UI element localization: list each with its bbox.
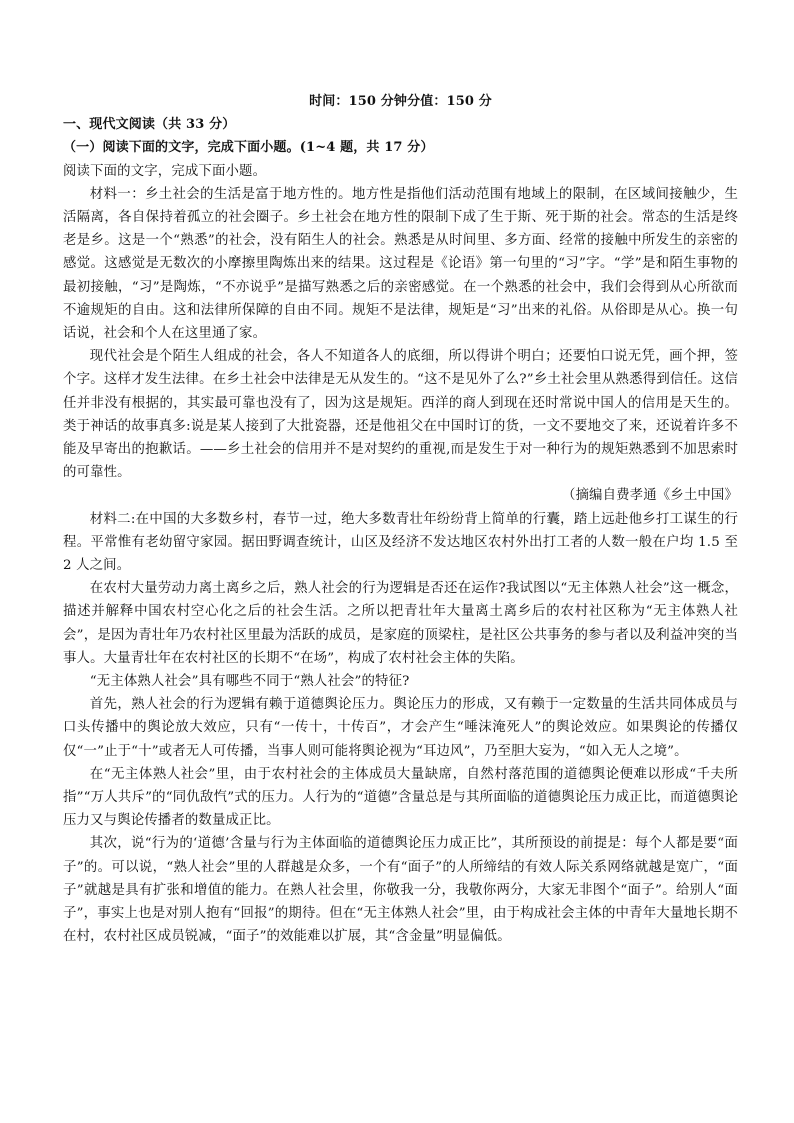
exam-time-info: 时间：150 分钟分值：150 分 (309, 94, 492, 109)
subsection-title: （一）阅读下面的文字，完成下面小题。(1~4 题，共 17 分） (63, 140, 434, 156)
material2-paragraph-3: “无主体熟人社会”具有哪些不同于“熟人社会”的特征? (89, 674, 410, 690)
reading-instruction: 阅读下面的文字，完成下面小题。 (63, 163, 267, 179)
material2-paragraph-5: 在“无主体熟人社会”里，由于农村社会的主体成员大量缺席，自然村落范围的道德舆论便难以形成“千夫所指”“万人共斥”的“同仇敌忾”式的压力。人行为的“道德”含量总是与其所面临的道德舆论压力成正比，而道德舆论压力又与舆论传播者的数量成正比。 (63, 766, 738, 829)
page-content (63, 90, 738, 949)
material2-paragraph-6: 其次，说“行为的‘道德’含量与行为主体面临的道德舆论压力成正比”，其所预设的前提是：每个人都是要“面子”的。可以说，“熟人社会”里的人群越是众多，一个有“面子”的人所缔结的有效人际关系网络就越是宽广，“面子”就越是具有扩张和增值的能力。在熟人社会里，你敬我一分，我敬你两分，大家无非图个“面子”。给别人“面子”，事实上也是对别人抱有“回报”的期待。但在“无主体熟人社会”里，由于构成社会主体的中青年大量地长期不在村，农村社区成员锐减，“面子”的效能难以扩展，其“含金量”明显偏低。 (63, 836, 738, 945)
material1-source: （摘编自费孝通《乡土中国》 (561, 488, 738, 504)
material2-paragraph-2: 在农村大量劳动力离土离乡之后，熟人社会的行为逻辑是否还在运作?我试图以“无主体熟人社会”这一概念，描述并解释中国农村空心化之后的社会生活。之所以把青壮年大量离土离乡后的农村社区称为“无主体熟人社会”，是因为青壮年乃农村社区里最为活跃的成员，是家庭的顶梁柱，是社区公共事务的参与者以及利益冲突的当事人。大量青壮年在农村社区的长期不“在场”，构成了农村社会主体的失陷。 (63, 581, 738, 666)
material1-paragraph-1: 材料一：乡土社会的生活是富于地方性的。地方性是指他们活动范围有地域上的限制，在区域间接触少，生活隔离，各自保持着孤立的社会圈子。乡土社会在地方性的限制下成了生于斯、死于斯的社会。常态的生活是终老是乡。这是一个“熟悉”的社会，没有陌生人的社会。熟悉是从时间里、多方面、经常的接触中所发生的亲密的感觉。这感觉是无数次的小摩擦里陶炼出来的结果。这过程是《论语》第一句里的“习”字。“学”是和陌生事物的最初接触，“习”是陶炼，“不亦说乎”是描写熟悉之后的亲密感觉。在一个熟悉的社会中，我们会得到从心所欲而不逾规矩的自由。这和法律所保障的自由不同。规矩不是法律，规矩是“习”出来的礼俗。从俗即是从心。换一句话说，社会和个人在这里通了家。 (63, 186, 738, 342)
section-title: 一、现代文阅读（共 33 分） (63, 117, 236, 133)
material2-paragraph-1: 材料二:在中国的大多数乡村，春节一过，绝大多数青壮年纷纷背上简单的行囊，踏上远赴他乡打工谋生的行程。平常惟有老幼留守家园。据田野调查统计，山区及经济不发达地区农村外出打工者的人数一般在户均 1.5 至 2 人之间。 (63, 511, 738, 574)
material2-paragraph-4: 首先，熟人社会的行为逻辑有赖于道德舆论压力。舆论压力的形成，又有赖于一定数量的生活共同体成员与口头传播中的舆论放大效应，只有“一传十，十传百”，才会产生“唾沫淹死人”的舆论效应。如果舆论的传播仅仅“一”止于“十”或者无人可传播，当事人则可能将舆论视为“耳边风”，乃至胆大妄为，“如入无人之境”。 (63, 697, 738, 759)
material1-paragraph-2: 现代社会是个陌生人组成的社会，各人不知道各人的底细，所以得讲个明白；还要怕口说无凭，画个押，签个字。这样才发生法律。在乡土社会中法律是无从发生的。“这不是见外了么?”乡土社会里从熟悉得到信任。这信任并非没有根据的，其实最可靠也没有了，因为这是规矩。西洋的商人到现在还时常说中国人的信用是天生的。类于神话的故事真多:说是某人接到了大批瓷器，还是他祖父在中国时订的货，一文不要地交了来，还说着许多不能及早寄出的抱歉话。——乡土社会的信用并不是对契约的重视,而是发生于对一种行为的规矩熟悉到不加思索时的可靠性。 (63, 349, 738, 481)
